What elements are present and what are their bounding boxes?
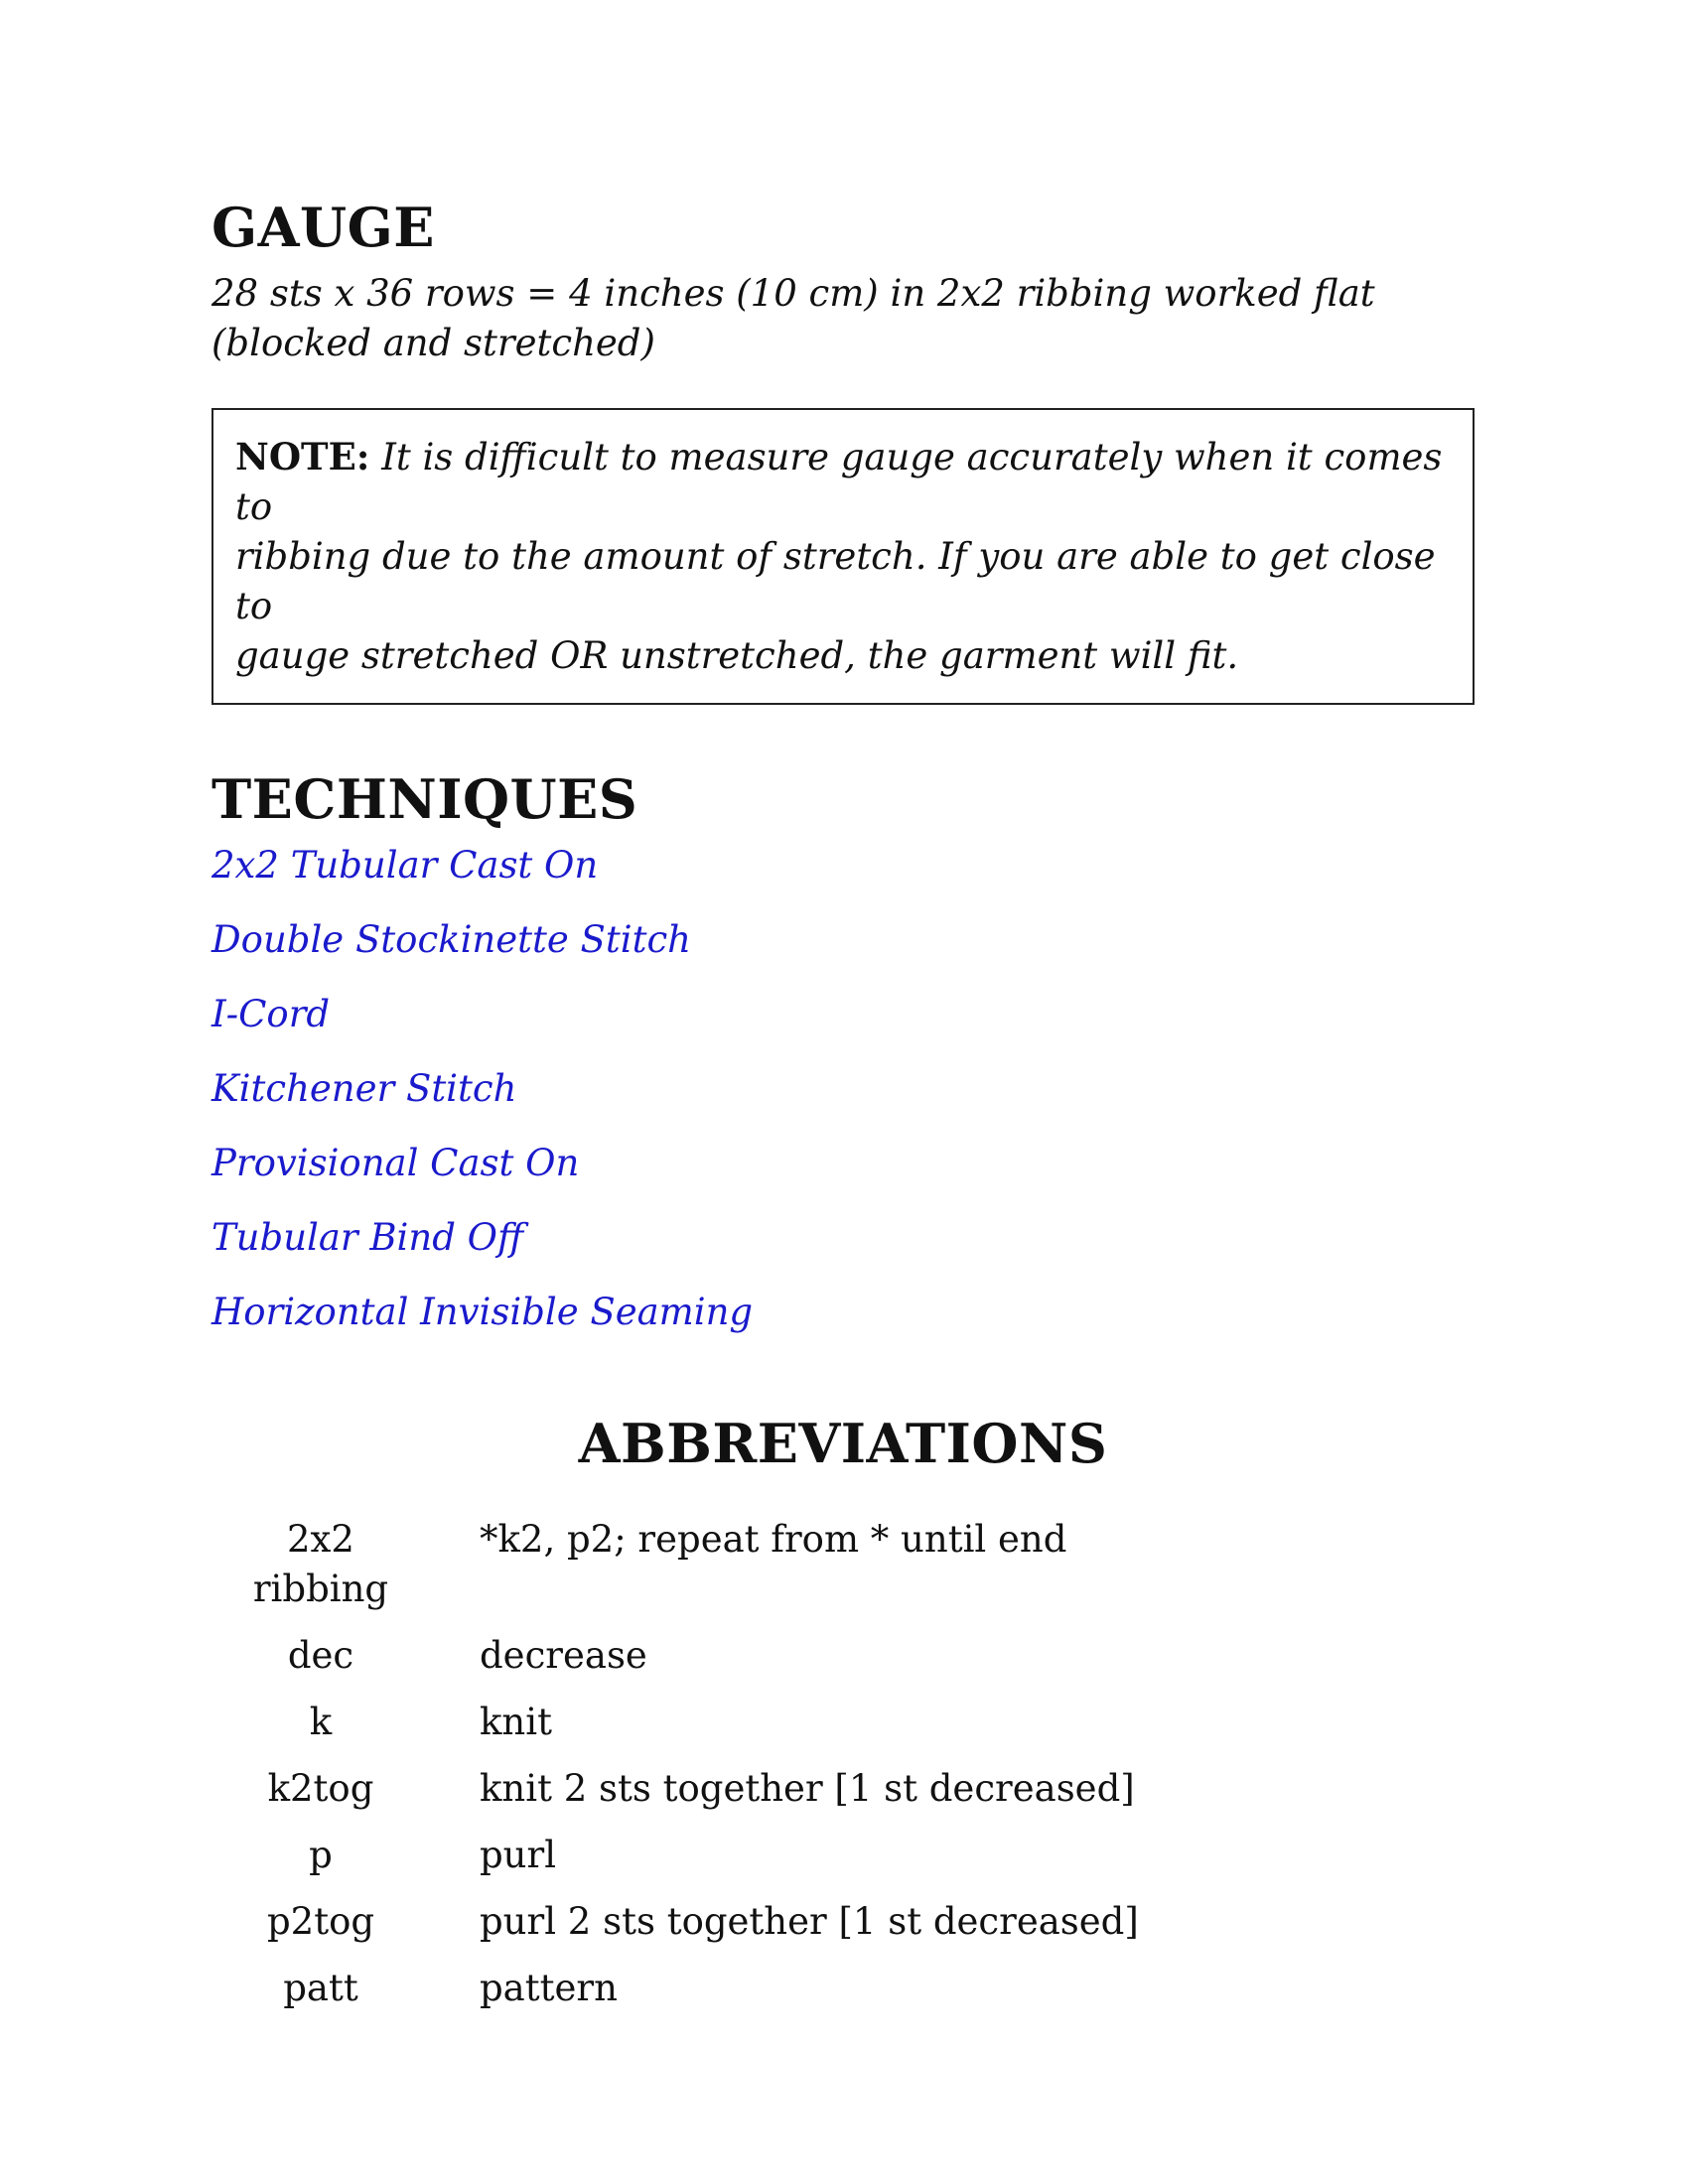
- abbreviations-table: [211, 1515, 1139, 2030]
- abbr-definition: knit 2 sts together [1 st decreased]: [480, 1767, 1135, 1811]
- techniques-heading: TECHNIQUES: [211, 767, 638, 832]
- abbr-term-line-2: ribbing: [252, 1568, 389, 1611]
- table-row: [211, 1831, 1139, 1897]
- list-item: [211, 1287, 1482, 1361]
- abbr-definition: *k2, p2; repeat from * until end: [480, 1518, 1067, 1562]
- technique-link-kitchener-stitch[interactable]: Kitchener Stitch: [211, 1066, 517, 1110]
- list-item: [211, 840, 1482, 914]
- list-item: [211, 1063, 1482, 1138]
- abbr-term: [211, 1515, 430, 1631]
- abbr-definition: purl: [480, 1834, 557, 1877]
- table-row: [211, 1964, 1139, 2030]
- abbreviations-heading: ABBREVIATIONS: [578, 1411, 1108, 1475]
- list-item: [211, 1138, 1482, 1212]
- abbr-term: p2tog: [266, 1900, 375, 1944]
- abbr-term-line-1: 2x2: [287, 1518, 354, 1562]
- gauge-heading: GAUGE: [211, 196, 435, 259]
- note-line-1: [235, 432, 1451, 532]
- table-row: [211, 1897, 1139, 1964]
- technique-link-tubular-bind-off[interactable]: Tubular Bind Off: [211, 1215, 524, 1259]
- note-body-line-3: gauge stretched OR unstretched, the garment will fit.: [235, 634, 1239, 678]
- gauge-line-1: 28 sts x 36 rows = 4 inches (10 cm) in 2x2 ribbing worked flat: [211, 272, 1375, 316]
- abbr-term: k: [309, 1701, 333, 1744]
- technique-link-double-stockinette[interactable]: Double Stockinette Stitch: [211, 917, 692, 961]
- technique-link-tubular-cast-on[interactable]: 2x2 Tubular Cast On: [211, 843, 599, 887]
- table-row: [211, 1764, 1139, 1831]
- table-row: [211, 1631, 1139, 1698]
- list-item: [211, 1212, 1482, 1287]
- table-row: [211, 1698, 1139, 1764]
- abbr-definition: pattern: [480, 1967, 618, 2010]
- gauge-line-2: (blocked and stretched): [211, 322, 655, 365]
- abbr-term: p: [309, 1834, 333, 1877]
- abbr-definition: purl 2 sts together [1 st decreased]: [480, 1900, 1139, 1944]
- list-item: [211, 989, 1482, 1063]
- note-body-line-1: It is difficult to measure gauge accurately when it comes to: [235, 436, 1443, 529]
- note-label: NOTE:: [235, 435, 370, 479]
- document-page: [211, 196, 1482, 2030]
- gauge-description: [211, 269, 1482, 368]
- note-box: [211, 408, 1475, 705]
- abbr-term: dec: [287, 1634, 354, 1678]
- abbr-definition: decrease: [480, 1634, 647, 1678]
- table-row: [211, 1515, 1139, 1631]
- abbr-term: k2tog: [267, 1767, 374, 1811]
- note-body-line-2: ribbing due to the amount of stretch. If you are able to get close to: [235, 535, 1436, 628]
- list-item: [211, 914, 1482, 989]
- technique-link-provisional-cast-on[interactable]: Provisional Cast On: [211, 1141, 580, 1184]
- abbr-term: patt: [283, 1967, 358, 2010]
- technique-link-i-cord[interactable]: I-Cord: [211, 992, 331, 1035]
- abbr-definition: knit: [480, 1701, 552, 1744]
- technique-link-horizontal-invisible-seaming[interactable]: Horizontal Invisible Seaming: [211, 1290, 754, 1333]
- techniques-list: [211, 840, 1482, 1361]
